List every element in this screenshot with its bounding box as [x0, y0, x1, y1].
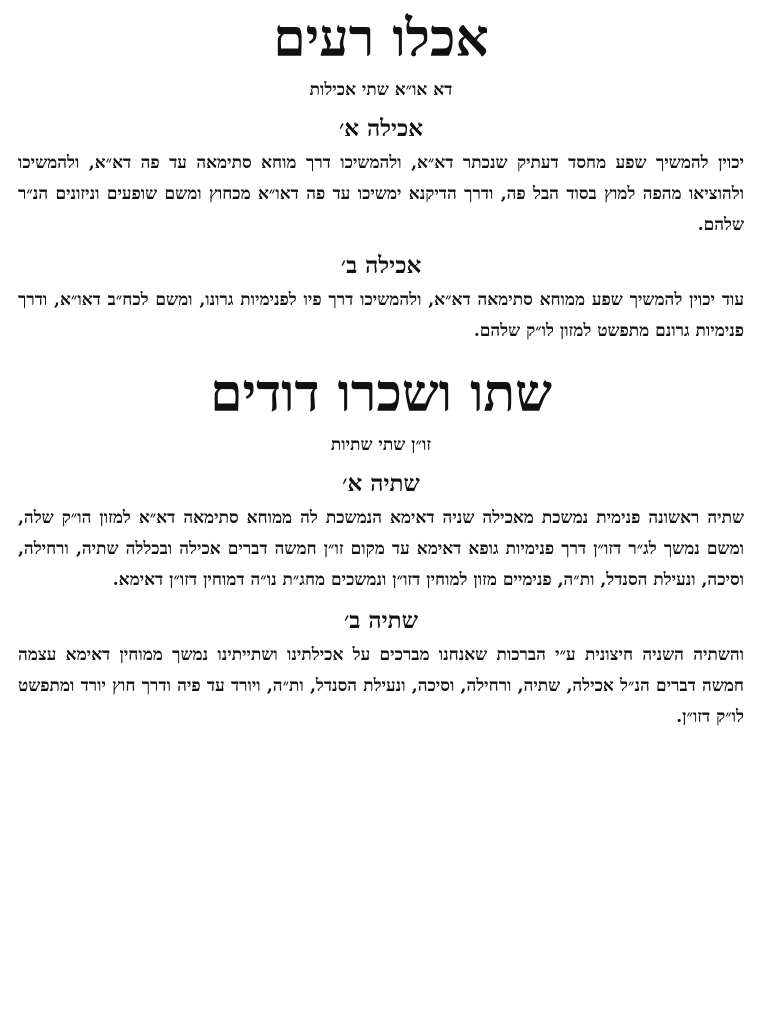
section-heading-shtiya-2: שתיה ב׳ [344, 607, 418, 634]
main-title-2: שתו ושכרו דודים [210, 363, 552, 424]
section-text-shtiya-1: שתיה ראשונה פנימית נמשכת מאכילה שניה דאימא הנמשכת לה ממוחא סתימאה דא״א למזון הו״ק שלה, ומשם נמשך לג״ר דזו״ן דרך פנימיות גופא דאימא עד מקום זו״ן חמשה דברים אכילה ובכללה שתיה, ורחילה, וסיכה, ונעילת הסנדל, ות״ה, פנימיים מזון למוחין דזו״ן ונמשכים מחג״ת נו״ה דמוחין דזו״ן דאימא. [18, 508, 744, 590]
subtitle-1: דא או״א שתי אכילות [309, 80, 453, 100]
main-title-1: אכלו רעים [273, 8, 489, 69]
section-text-achila-1: יכוין להמשיך שפע מחסד דעתיק שנכתר דא״א, ולהמשיכו דרך מוחא סתימאה עד פה דא״א, ולהמשיכו ולהוציאו מהפה למוץ בסוד הבל פה, ודרך הדיקנא ימשיכו עד פה דאו״א מכחוץ ומשם שופעים וניזונים הנ״ר שלהם. [18, 153, 744, 235]
section-text-achila-2: עוד יכוין להמשיך שפע ממוחא סתימאה דא״א, ולהמשיכו דרך פיו לפנימיות גרונו, ומשם לכח״ב דאו״א, ודרך פנימיות גרונם מתפשט למזון לו״ק שלהם. [18, 290, 744, 341]
subtitle-2: זו״ן שתי שתיות [330, 435, 432, 455]
section-heading-shtiya-1: שתיה א׳ [342, 470, 420, 497]
section-heading-achila-2: אכילה ב׳ [340, 252, 422, 279]
section-text-shtiya-2: והשתיה השניה חיצונית ע״י הברכות שאנחנו מברכים על אכילתינו ושתייתינו נמשך ממוחין דאימא עצמה חמשה דברים הנ״ל אכילה, שתיה, ורחילה, וסיכה, ונעילת הסנדל, ות״ה, ויורד עד פיה ודרך חוץ יורד ומתפשט לו״ק דזו״ן. [18, 645, 744, 727]
section-heading-achila-1: אכילה א׳ [338, 115, 424, 142]
